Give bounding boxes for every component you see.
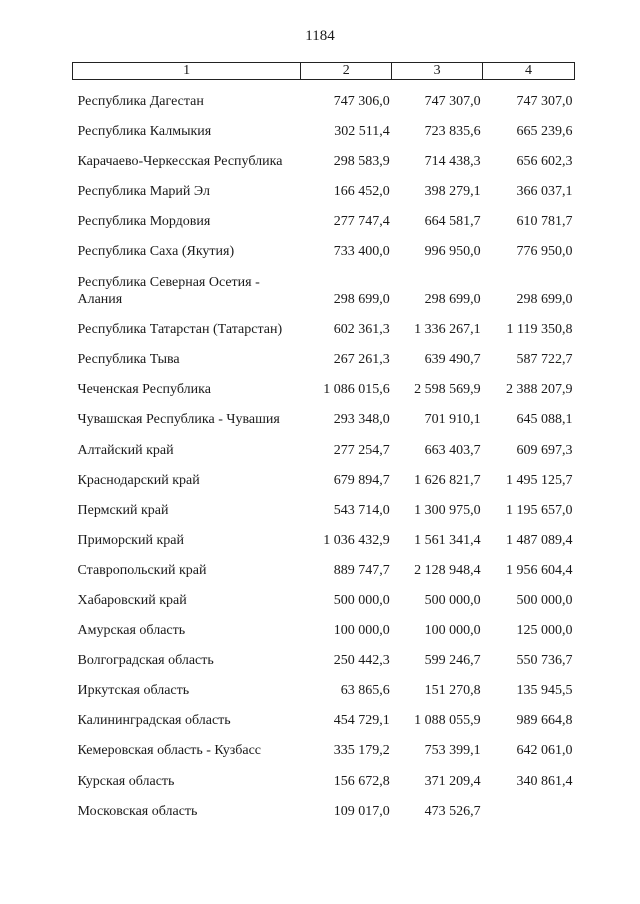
table-row: [73, 459, 575, 489]
table-row: [73, 639, 575, 669]
region-name-cell: Республика Мордовия: [77, 213, 211, 229]
value-cell-3: 753 399,1: [424, 743, 481, 759]
value-cell-4: 642 061,0: [516, 743, 573, 759]
table-row: [73, 609, 575, 639]
value-cell-3: 398 279,1: [424, 183, 481, 199]
region-name-cell: Амурская область: [77, 623, 186, 639]
value-cell-4: 550 736,7: [516, 653, 573, 669]
table-row: [73, 308, 575, 338]
value-cell-2: 156 672,8: [333, 773, 390, 789]
value-cell-2: 679 894,7: [333, 472, 390, 488]
region-name-cell: Краснодарский край: [77, 472, 200, 488]
value-cell-4: 665 239,6: [516, 123, 573, 139]
value-cell-2: 298 583,9: [333, 153, 390, 169]
region-name-cell: Пермский край: [77, 502, 169, 518]
value-cell-4: 135 945,5: [516, 683, 573, 699]
value-cell-3: 1 300 975,0: [414, 502, 481, 518]
table-header-row: [73, 63, 575, 80]
table-row: [73, 759, 575, 789]
value-cell-2: 63 865,6: [340, 683, 390, 699]
value-cell-4: 609 697,3: [516, 442, 573, 458]
value-cell-2: 293 348,0: [333, 412, 390, 428]
value-cell-4: 776 950,0: [516, 244, 573, 260]
table-row: [73, 80, 575, 110]
value-cell-3: 298 699,0: [424, 292, 481, 308]
value-cell-3: 1 561 341,4: [414, 532, 481, 548]
value-cell-3: 747 307,0: [424, 93, 481, 109]
region-name-cell: Московская область: [77, 803, 198, 819]
region-name-cell: Республика Тыва: [77, 352, 180, 368]
value-cell-2: 302 511,4: [334, 123, 390, 139]
value-cell-4: 610 781,7: [516, 213, 573, 229]
region-name-cell: Республика Марий Эл: [77, 183, 210, 199]
value-cell-3: 473 526,7: [424, 803, 481, 819]
column-header-1: 1: [73, 63, 301, 80]
table-row: [73, 260, 575, 308]
value-cell-4: 1 487 089,4: [506, 532, 573, 548]
value-cell-3: 500 000,0: [424, 593, 481, 608]
value-cell-3: 151 270,8: [424, 683, 481, 699]
table-row: [73, 398, 575, 428]
table-row: [73, 579, 575, 609]
value-cell-2: 747 306,0: [333, 93, 390, 109]
table-row: [73, 230, 575, 260]
value-cell-4: 340 861,4: [516, 773, 573, 789]
value-cell-2: 1 086 015,6: [323, 382, 390, 398]
value-cell-4: 1 956 604,4: [506, 562, 573, 578]
value-cell-3: 701 910,1: [424, 412, 481, 428]
value-cell-3: 599 246,7: [424, 653, 481, 669]
value-cell-3: 663 403,7: [424, 442, 481, 458]
value-cell-3: 996 950,0: [424, 244, 481, 260]
value-cell-2: 267 261,3: [333, 352, 390, 368]
value-cell-3: 1 088 055,9: [414, 713, 481, 729]
region-name-cell: Алтайский край: [77, 442, 174, 458]
region-name-cell: Республика Саха (Якутия): [77, 244, 235, 260]
value-cell-4: [483, 790, 575, 820]
table-body: [73, 80, 575, 820]
value-cell-4: 500 000,0: [516, 593, 573, 608]
value-cell-3: 723 835,6: [424, 123, 481, 139]
table-row: [73, 338, 575, 368]
column-header-3: 3: [392, 63, 483, 80]
table-row: [73, 110, 575, 140]
value-cell-3: 639 490,7: [424, 352, 481, 368]
value-cell-3: 714 438,3: [424, 153, 481, 169]
column-header-2: 2: [301, 63, 392, 80]
value-cell-4: 125 000,0: [516, 623, 573, 639]
table-row: [73, 140, 575, 170]
region-name-cell: Приморский край: [77, 532, 184, 548]
region-name-cell: Республика Татарстан (Татарстан): [77, 322, 283, 338]
table-row: [73, 669, 575, 699]
value-cell-3: 664 581,7: [424, 213, 481, 229]
region-name-cell: Кемеровская область - Кузбасс: [77, 743, 262, 759]
value-cell-4: 298 699,0: [516, 292, 573, 308]
table-row: [73, 489, 575, 519]
region-name-cell: Чеченская Республика: [77, 382, 211, 398]
region-name-cell: Хабаровский край: [77, 593, 187, 608]
value-cell-3: 2 598 569,9: [414, 382, 481, 398]
column-header-4: 4: [483, 63, 575, 80]
value-cell-2: 277 747,4: [333, 213, 390, 229]
value-cell-2: 335 179,2: [333, 743, 390, 759]
value-cell-2: 277 254,7: [333, 442, 390, 458]
value-cell-4: 1 195 657,0: [506, 502, 573, 518]
table-row: [73, 729, 575, 759]
table-row: [73, 549, 575, 579]
table-row: [73, 170, 575, 200]
value-cell-2: 602 361,3: [333, 322, 390, 338]
table-row: [73, 428, 575, 458]
value-cell-2: 500 000,0: [333, 593, 390, 608]
region-name-cell: Курская область: [77, 773, 175, 789]
value-cell-4: 2 388 207,9: [506, 382, 573, 398]
table-row: [73, 519, 575, 549]
value-cell-2: 733 400,0: [333, 244, 390, 260]
value-cell-2: 298 699,0: [333, 292, 390, 308]
table-row: [73, 790, 575, 820]
value-cell-2: 100 000,0: [333, 623, 390, 639]
value-cell-3: 100 000,0: [424, 623, 481, 639]
region-name-cell: Карачаево-Черкесская Республика: [77, 153, 283, 169]
value-cell-4: 989 664,8: [516, 713, 573, 729]
value-cell-3: 371 209,4: [424, 773, 481, 789]
region-name-cell: Чувашская Республика - Чувашия: [77, 412, 280, 428]
region-name-cell: Ставропольский край: [77, 562, 207, 578]
value-cell-4: 587 722,7: [516, 352, 573, 368]
value-cell-4: 366 037,1: [516, 183, 573, 199]
value-cell-2: 454 729,1: [333, 713, 390, 729]
value-cell-4: 747 307,0: [516, 93, 573, 109]
region-name-cell: Республика Калмыкия: [77, 123, 212, 139]
value-cell-2: 250 442,3: [333, 653, 390, 669]
table-row: [73, 200, 575, 230]
value-cell-3: 2 128 948,4: [414, 562, 481, 578]
value-cell-4: 1 495 125,7: [506, 472, 573, 488]
table-row: [73, 699, 575, 729]
page-number: 1184: [305, 28, 335, 44]
regional-budget-table: [72, 62, 575, 820]
value-cell-4: 656 602,3: [516, 153, 573, 169]
value-cell-2: 1 036 432,9: [323, 532, 390, 548]
value-cell-2: 889 747,7: [333, 562, 390, 578]
region-name-cell: Иркутская область: [77, 683, 190, 699]
table-row: [73, 368, 575, 398]
region-name-cell: Калининградская область: [77, 713, 231, 729]
value-cell-4: 1 119 350,8: [506, 322, 573, 338]
value-cell-3: 1 336 267,1: [414, 322, 481, 338]
value-cell-2: 109 017,0: [333, 803, 390, 819]
region-name-cell: Республика Дагестан: [77, 93, 204, 109]
region-name-cell: Республика Северная Осетия - Алания: [77, 275, 260, 308]
region-name-cell: Волгоградская область: [77, 653, 214, 669]
value-cell-2: 543 714,0: [333, 502, 390, 518]
value-cell-3: 1 626 821,7: [414, 472, 481, 488]
value-cell-2: 166 452,0: [333, 183, 390, 199]
value-cell-4: 645 088,1: [516, 412, 573, 428]
